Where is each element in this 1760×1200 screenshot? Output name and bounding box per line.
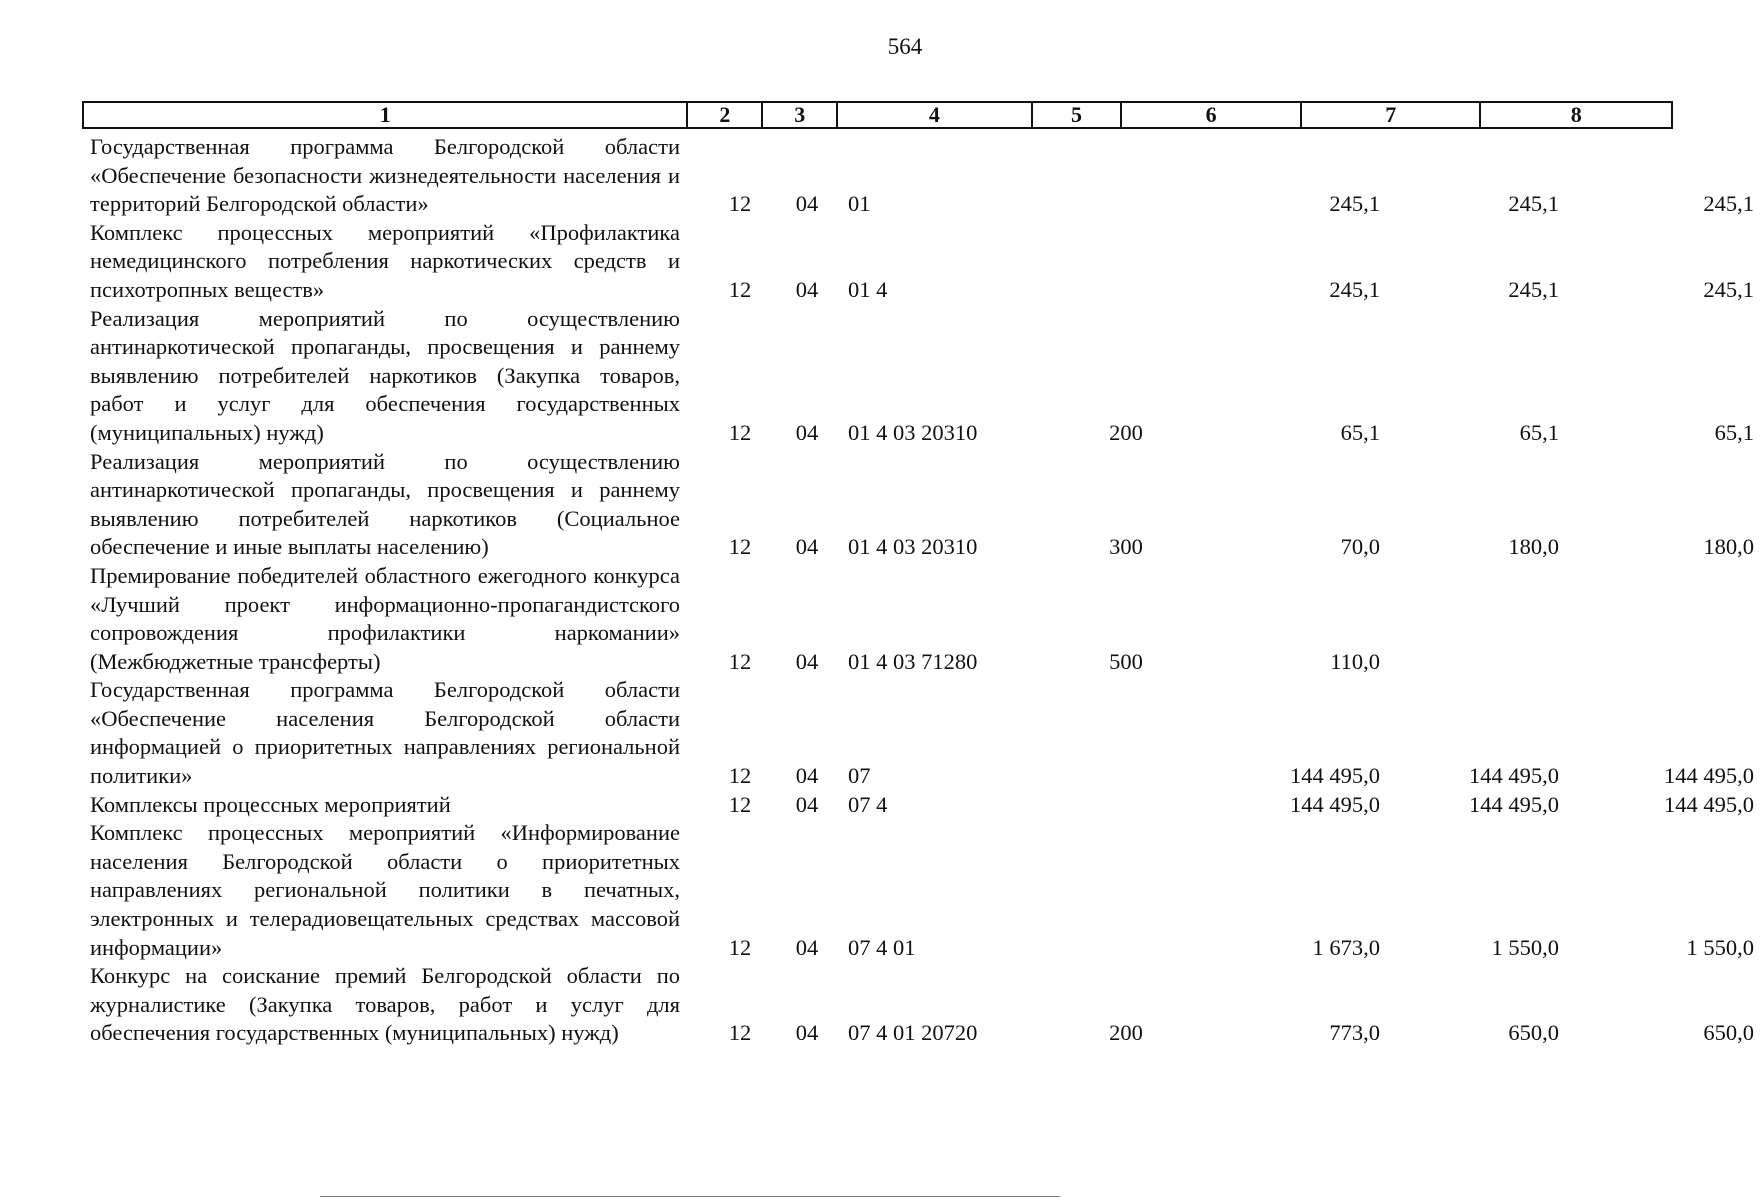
row-section-code: 12 xyxy=(728,534,752,560)
column-header-5: 5 xyxy=(1033,103,1123,127)
row-amount-col8: 65,1 xyxy=(1714,419,1754,445)
row-subsection-code: 04 xyxy=(795,791,819,817)
table-row xyxy=(90,133,1754,219)
row-target-code: 07 4 xyxy=(848,791,888,817)
row-description: Реализация мероприятий по осуществлению антинаркотической пропаганды, просвещения и раннему выявлению потребителей наркотиков (Социальное обеспечение и иные выплаты населению) xyxy=(90,448,680,560)
row-description: Государственная программа Белгородской области «Обеспечение населения Белгородской области информацией о приоритетных направлениях региональной политики» xyxy=(90,677,680,789)
row-expense-type: 200 xyxy=(1109,419,1143,445)
row-section-code: 12 xyxy=(728,419,752,445)
table-row xyxy=(90,562,1670,676)
row-target-code: 01 4 03 20310 xyxy=(848,419,978,445)
row-subsection-code: 04 xyxy=(795,934,819,960)
column-header-8: 8 xyxy=(1570,102,1582,127)
row-amount-col7: 245,1 xyxy=(1508,191,1559,217)
row-subsection-code: 04 xyxy=(795,419,819,445)
row-section-code: 12 xyxy=(728,763,752,789)
row-subsection-code: 04 xyxy=(795,763,819,789)
row-amount-col7: 245,1 xyxy=(1508,276,1559,302)
table-row xyxy=(90,819,1754,962)
table-header xyxy=(82,101,1673,129)
row-description: Премирование победителей областного ежегодного конкурса «Лучший проект информационно-пропагандистского сопровождения профилактики наркомании» (Межбюджетные трансферты) xyxy=(90,562,680,674)
row-amount-col7: 650,0 xyxy=(1508,1020,1559,1046)
row-amount-col7: 65,1 xyxy=(1519,419,1559,445)
row-target-code: 07 xyxy=(848,763,871,789)
row-subsection-code: 04 xyxy=(795,191,819,217)
row-amount-col8: 1 550,0 xyxy=(1686,934,1754,960)
page-number: 564 xyxy=(887,34,923,59)
row-amount-col6: 144 495,0 xyxy=(1290,763,1380,789)
row-amount-col8: 245,1 xyxy=(1703,191,1754,217)
row-amount-col7: 180,0 xyxy=(1508,534,1559,560)
column-header-2: 2 xyxy=(688,103,763,127)
column-header-6: 6 xyxy=(1122,103,1302,127)
row-target-code: 07 4 01 xyxy=(848,934,916,960)
row-amount-col6: 144 495,0 xyxy=(1290,791,1380,817)
row-subsection-code: 04 xyxy=(795,276,819,302)
row-subsection-code: 04 xyxy=(795,1020,819,1046)
row-amount-col8: 144 495,0 xyxy=(1664,763,1754,789)
row-amount-col8: 180,0 xyxy=(1703,534,1754,560)
row-description: Реализация мероприятий по осуществлению антинаркотической пропаганды, просвещения и раннему выявлению потребителей наркотиков (Закупка товаров, работ и услуг для обеспечения государственных (муниципальных) нужд) xyxy=(90,305,680,445)
row-target-code: 01 4 03 71280 xyxy=(848,648,978,674)
column-header-3: 3 xyxy=(763,103,838,127)
column-header-4: 4 xyxy=(838,103,1033,127)
column-header-7: 7 xyxy=(1302,103,1482,127)
row-section-code: 12 xyxy=(728,276,752,302)
row-subsection-code: 04 xyxy=(795,648,819,674)
column-header-1: 1 xyxy=(84,103,688,127)
row-description: Комплексы процессных мероприятий xyxy=(90,791,451,817)
row-amount-col6: 245,1 xyxy=(1329,276,1380,302)
table-row xyxy=(90,448,1754,562)
table-row xyxy=(90,791,1754,820)
row-target-code: 01 4 03 20310 xyxy=(848,534,978,560)
row-description: Конкурс на соискание премий Белгородской области по журналистике (Закупка товаров, работ и услуг для обеспечения государственных (муниципальных) нужд) xyxy=(90,963,680,1046)
row-amount-col6: 110,0 xyxy=(1330,648,1380,674)
row-section-code: 12 xyxy=(728,648,752,674)
row-section-code: 12 xyxy=(728,791,752,817)
row-target-code: 01 xyxy=(848,191,871,217)
row-target-code: 07 4 01 20720 xyxy=(848,1020,978,1046)
row-description: Комплекс процессных мероприятий «Профилактика немедицинского потребления наркотических средств и психотропных веществ» xyxy=(90,219,680,302)
row-amount-col6: 1 673,0 xyxy=(1312,934,1380,960)
row-expense-type: 300 xyxy=(1109,534,1143,560)
row-amount-col7: 144 495,0 xyxy=(1469,763,1559,789)
row-description: Государственная программа Белгородской области «Обеспечение безопасности жизнедеятельности населения и территорий Белгородской области» xyxy=(90,134,680,217)
row-amount-col6: 773,0 xyxy=(1329,1020,1380,1046)
table-body xyxy=(90,133,1754,1048)
row-description: Комплекс процессных мероприятий «Информирование населения Белгородской области о приоритетных направлениях региональной политики в печатных, электронных и телерадиовещательных средствах массовой информации» xyxy=(90,820,680,960)
row-amount-col8: 144 495,0 xyxy=(1664,791,1754,817)
row-amount-col7: 1 550,0 xyxy=(1491,934,1559,960)
row-expense-type: 500 xyxy=(1109,648,1143,674)
table-row xyxy=(90,219,1754,305)
row-amount-col8: 245,1 xyxy=(1703,276,1754,302)
table-row xyxy=(90,676,1754,790)
row-amount-col6: 65,1 xyxy=(1340,419,1380,445)
row-expense-type: 200 xyxy=(1109,1020,1143,1046)
row-section-code: 12 xyxy=(728,1020,752,1046)
footer-divider xyxy=(320,1196,1060,1197)
row-target-code: 01 4 xyxy=(848,276,888,302)
table-row xyxy=(90,962,1754,1048)
row-section-code: 12 xyxy=(728,191,752,217)
row-amount-col8: 650,0 xyxy=(1703,1020,1754,1046)
table-row xyxy=(90,305,1754,448)
row-section-code: 12 xyxy=(728,934,752,960)
row-amount-col6: 245,1 xyxy=(1329,191,1380,217)
row-amount-col7: 144 495,0 xyxy=(1469,791,1559,817)
row-amount-col6: 70,0 xyxy=(1340,534,1380,560)
row-subsection-code: 04 xyxy=(795,534,819,560)
